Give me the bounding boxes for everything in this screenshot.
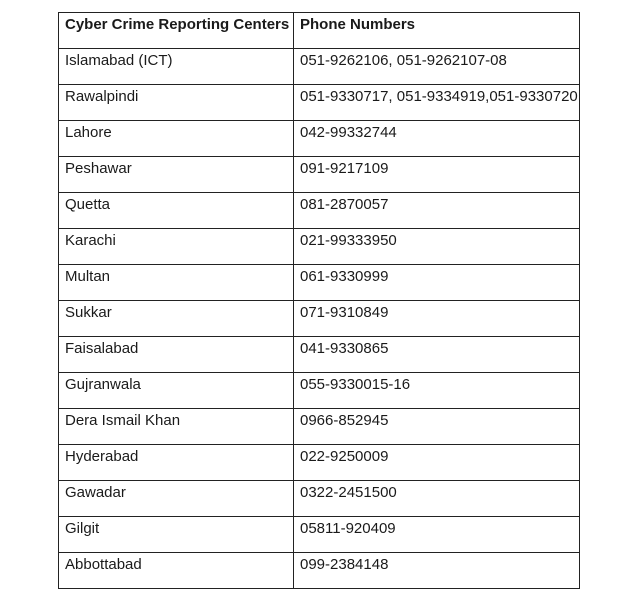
center-name: Gujranwala: [59, 373, 294, 409]
phone-number: 0322-2451500: [294, 481, 580, 517]
phone-number: 099-2384148: [294, 553, 580, 589]
phone-number: 081-2870057: [294, 193, 580, 229]
phone-number: 041-9330865: [294, 337, 580, 373]
table-row: [59, 85, 580, 121]
center-name: Peshawar: [59, 157, 294, 193]
table-header: [59, 13, 580, 49]
phone-number: 0966-852945: [294, 409, 580, 445]
phone-number: 071-9310849: [294, 301, 580, 337]
phone-number: 061-9330999: [294, 265, 580, 301]
table-row: [59, 373, 580, 409]
phone-number: 022-9250009: [294, 445, 580, 481]
center-name: Quetta: [59, 193, 294, 229]
center-name: Hyderabad: [59, 445, 294, 481]
header-centers: Cyber Crime Reporting Centers: [59, 13, 294, 49]
phone-number: 042-99332744: [294, 121, 580, 157]
phone-number: 021-99333950: [294, 229, 580, 265]
center-name: Rawalpindi: [59, 85, 294, 121]
center-name: Islamabad (ICT): [59, 49, 294, 85]
center-name: Karachi: [59, 229, 294, 265]
table-row: [59, 265, 580, 301]
reporting-centers-table-container: [58, 12, 580, 589]
center-name: Abbottabad: [59, 553, 294, 589]
table-row: [59, 121, 580, 157]
reporting-centers-table: [58, 12, 580, 589]
center-name: Sukkar: [59, 301, 294, 337]
phone-number: 051-9262106, 051-9262107-08: [294, 49, 580, 85]
table-row: [59, 409, 580, 445]
center-name: Gawadar: [59, 481, 294, 517]
table-row: [59, 337, 580, 373]
phone-number: 055-9330015-16: [294, 373, 580, 409]
center-name: Lahore: [59, 121, 294, 157]
table-row: [59, 301, 580, 337]
center-name: Gilgit: [59, 517, 294, 553]
phone-number: 091-9217109: [294, 157, 580, 193]
table-row: [59, 49, 580, 85]
center-name: Dera Ismail Khan: [59, 409, 294, 445]
center-name: Faisalabad: [59, 337, 294, 373]
table-row: [59, 229, 580, 265]
phone-number: 051-9330717, 051-9334919,051-9330720: [294, 85, 580, 121]
table-row: [59, 193, 580, 229]
header-row: [59, 13, 580, 49]
table-body: [59, 49, 580, 589]
table-row: [59, 553, 580, 589]
phone-number: 05811-920409: [294, 517, 580, 553]
table-row: [59, 481, 580, 517]
header-phone-numbers: Phone Numbers: [294, 13, 580, 49]
table-row: [59, 157, 580, 193]
table-row: [59, 445, 580, 481]
table-row: [59, 517, 580, 553]
center-name: Multan: [59, 265, 294, 301]
